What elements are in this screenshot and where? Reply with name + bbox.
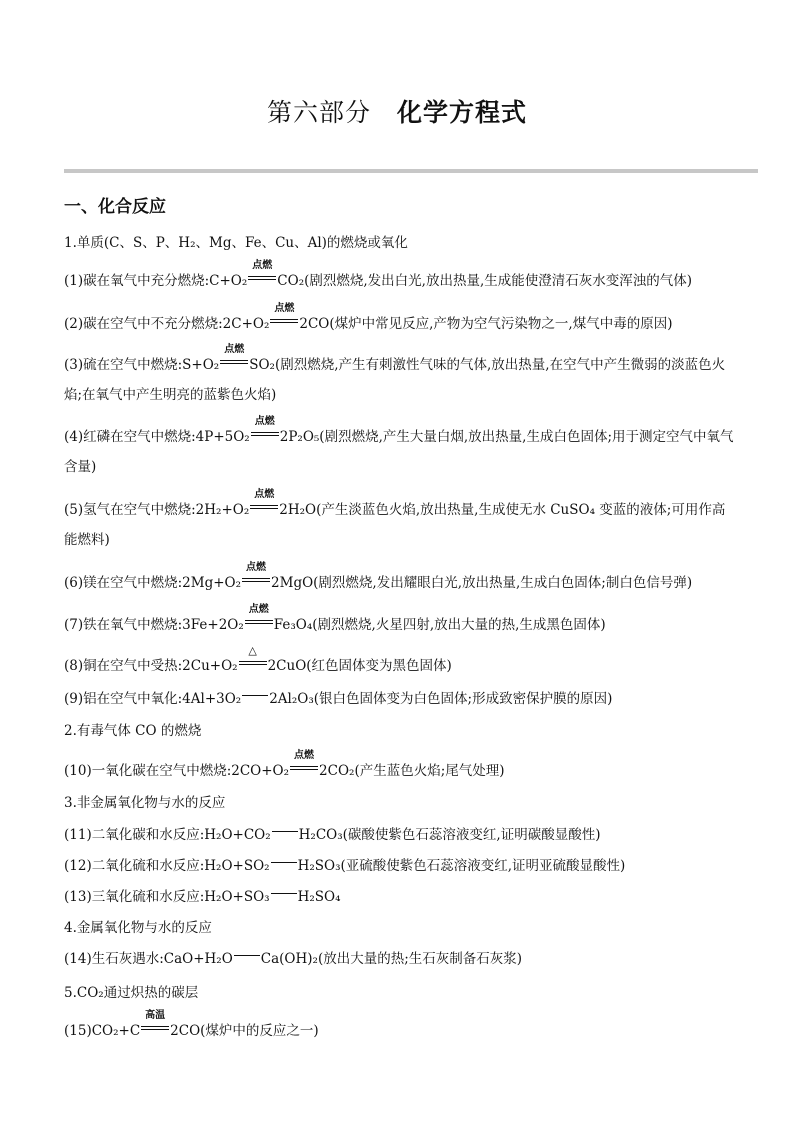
reaction-reactants: (3)硫在空气中燃烧:S+O₂ [64, 357, 220, 373]
equals-sign-with-condition [220, 344, 248, 367]
reaction-products: 2CO(煤炉中的反应之一) [170, 1023, 319, 1039]
reaction-reactants: (8)铜在空气中受热:2Cu+O₂ [64, 658, 238, 674]
reaction-products: 2Al₂O₃(银白色固体变为白色固体;形成致密保护膜的原因) [269, 691, 613, 707]
equals-sign-with-condition [270, 303, 298, 326]
reaction-condition: 点燃 [274, 303, 295, 314]
reaction-condition: 点燃 [248, 604, 269, 615]
reaction-products: 2CO(煤炉中常见反应,产物为空气污染物之一,煤气中毒的原因) [299, 316, 673, 332]
reaction-products: 2P₂O₅(剧烈燃烧,产生大量白烟,放出热量,生成白色固体;用于测定空气中氧气含量) [64, 429, 734, 475]
reaction-condition: 点燃 [224, 344, 245, 355]
reaction-condition: 点燃 [254, 416, 275, 427]
reaction-2 [64, 303, 736, 333]
reaction-condition: 点燃 [294, 750, 315, 761]
reaction-reactants: (13)三氧化硫和水反应:H₂O+SO₃ [64, 889, 270, 905]
reaction-7 [64, 604, 736, 634]
reaction-6 [64, 562, 736, 592]
reaction-condition: 点燃 [254, 489, 275, 500]
reaction-reactants: (11)二氧化碳和水反应:H₂O+CO₂ [64, 827, 271, 843]
reaction-condition: 高温 [145, 1010, 166, 1021]
reaction-products: Ca(OH)₂(放出大量的热;生石灰制备石灰浆) [260, 951, 523, 967]
reaction-3 [64, 344, 736, 410]
reaction-13 [64, 888, 736, 906]
reaction-products: 2CuO(红色固体变为黑色固体) [267, 658, 452, 674]
reaction-products: 2MgO(剧烈燃烧,发出耀眼白光,放出热量,生成白色固体;制白色信号弹) [271, 575, 693, 591]
reaction-products: H₂SO₄ [297, 889, 341, 905]
heat-condition: △ [248, 644, 257, 657]
reaction-products: H₂SO₃(亚硫酸使紫色石蕊溶液变红,证明亚硫酸显酸性) [297, 858, 626, 874]
equals-sign-with-condition [245, 604, 273, 627]
equals-sign [272, 827, 298, 837]
title-topic: 化学方程式 [397, 98, 528, 127]
reaction-reactants: (14)生石灰遇水:CaO+H₂O [64, 951, 233, 967]
title-divider [64, 169, 758, 173]
equals-sign-with-condition [251, 416, 279, 439]
reaction-reactants: (4)红磷在空气中燃烧:4P+5O₂ [64, 429, 250, 445]
category-4: 4.金属氧化物与水的反应 [64, 920, 212, 936]
section-heading: 一、化合反应 [64, 197, 166, 217]
equals-sign [242, 691, 268, 701]
equals-sign-with-condition [290, 750, 318, 773]
reaction-reactants: (5)氢气在空气中燃烧:2H₂+O₂ [64, 502, 250, 518]
reaction-reactants: (7)铁在氧气中燃烧:3Fe+2O₂ [64, 617, 244, 633]
reaction-products: 2CO₂(产生蓝色火焰;尾气处理) [319, 763, 505, 779]
equals-sign-with-condition [250, 489, 278, 512]
reaction-reactants: (6)镁在空气中燃烧:2Mg+O₂ [64, 575, 242, 591]
equals-sign-with-condition [248, 260, 276, 283]
page-title [0, 96, 794, 130]
reaction-products: 2H₂O(产生淡蓝色火焰,放出热量,生成使无水 CuSO₄ 变蓝的液体;可用作高能燃料) [64, 502, 726, 548]
reaction-10 [64, 750, 736, 780]
category-1: 1.单质(C、S、P、H₂、Mg、Fe、Cu、Al)的燃烧或氧化 [64, 235, 408, 251]
equals-sign-with-condition [242, 562, 270, 585]
reaction-products: CO₂(剧烈燃烧,发出白光,放出热量,生成能使澄清石灰水变浑浊的气体) [277, 273, 693, 289]
equals-sign-with-condition [141, 1010, 169, 1033]
reaction-11 [64, 826, 736, 844]
reaction-reactants: (1)碳在氧气中充分燃烧:C+O₂ [64, 273, 248, 289]
reaction-reactants: (2)碳在空气中不充分燃烧:2C+O₂ [64, 316, 270, 332]
category-2: 2.有毒气体 CO 的燃烧 [64, 723, 202, 739]
category-5: 5.CO₂通过炽热的碳层 [64, 985, 199, 1001]
reaction-5 [64, 489, 736, 555]
equals-sign [234, 951, 260, 961]
reaction-1 [64, 260, 736, 290]
reaction-12 [64, 857, 736, 875]
category-3: 3.非金属氧化物与水的反应 [64, 795, 226, 811]
reaction-condition: 点燃 [252, 260, 273, 271]
reaction-reactants: (15)CO₂+C [64, 1023, 141, 1039]
reaction-9 [64, 690, 736, 708]
reaction-products: SO₂(剧烈燃烧,产生有刺激性气味的气体,放出热量,在空气中产生微弱的淡蓝色火焰;在氧气中产生明亮的蓝紫色火焰) [64, 357, 726, 403]
reaction-4 [64, 416, 736, 482]
reaction-8 [64, 644, 736, 675]
title-part: 第六部分 [266, 98, 371, 127]
equals-sign-with-condition [239, 644, 267, 668]
reaction-14 [64, 950, 736, 968]
equals-sign [271, 889, 297, 899]
reaction-products: H₂CO₃(碳酸使紫色石蕊溶液变红,证明碳酸显酸性) [298, 827, 601, 843]
reaction-15 [64, 1010, 736, 1040]
reaction-reactants: (9)铝在空气中氧化:4Al+3O₂ [64, 691, 242, 707]
equals-sign [271, 858, 297, 868]
reaction-condition: 点燃 [246, 562, 267, 573]
reaction-reactants: (12)二氧化硫和水反应:H₂O+SO₂ [64, 858, 270, 874]
reaction-reactants: (10)一氧化碳在空气中燃烧:2CO+O₂ [64, 763, 290, 779]
reaction-products: Fe₃O₄(剧烈燃烧,火星四射,放出大量的热,生成黑色固体) [273, 617, 606, 633]
